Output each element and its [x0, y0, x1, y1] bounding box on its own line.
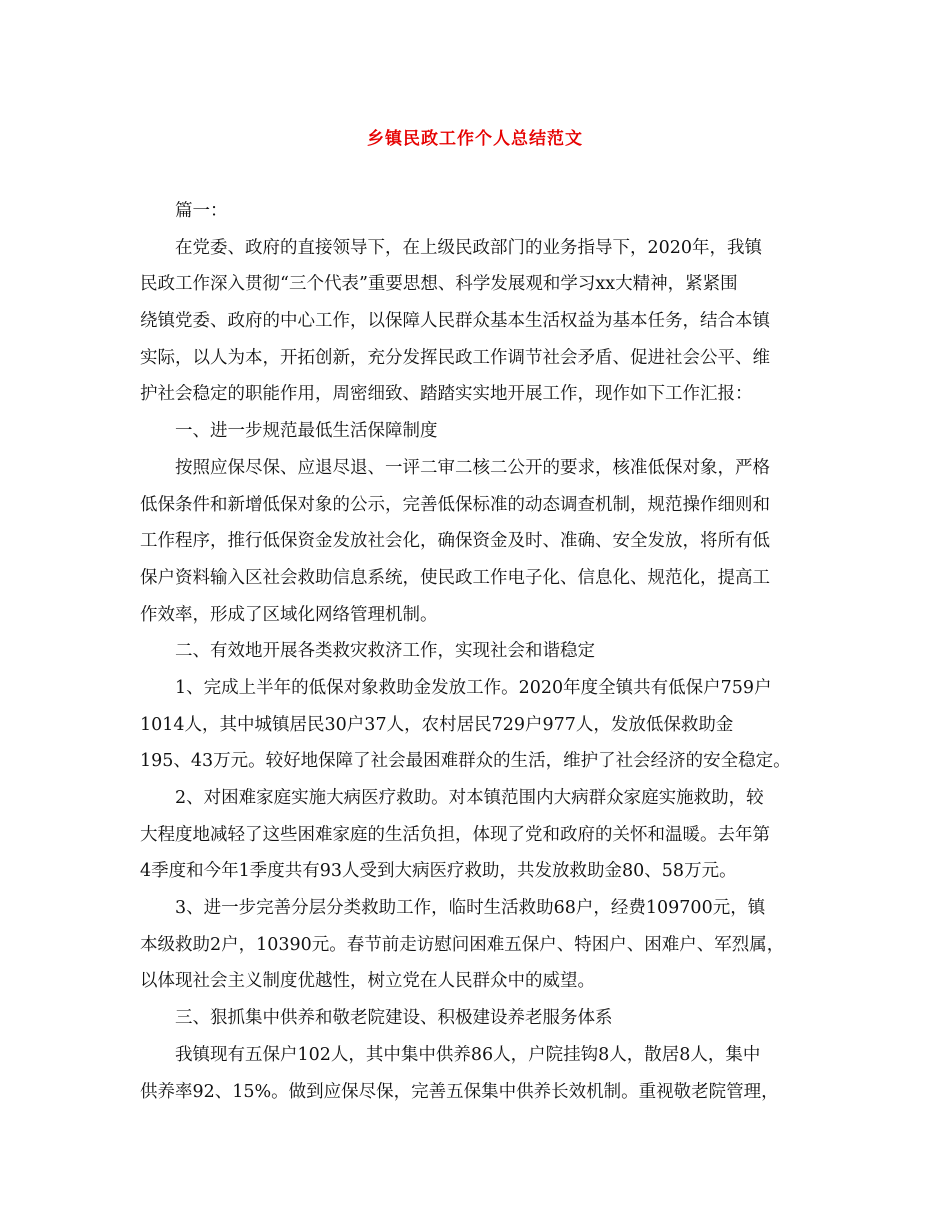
paragraph-line: 低保条件和新增低保对象的公示，完善低保标准的动态调查机制，规范操作细则和 — [140, 494, 770, 515]
paragraph-line: 1、完成上半年的低保对象救助金发放工作。2020年度全镇共有低保户759户 — [175, 677, 772, 698]
document-body — [140, 193, 812, 1110]
paragraph-line: 篇一： — [175, 201, 228, 221]
paragraph-line: 实际，以人为本，开拓创新，充分发挥民政工作调节社会矛盾、促进社会公平、维 — [140, 347, 770, 368]
paragraph-line: 一、进一步规范最低生活保障制度 — [175, 421, 438, 442]
paragraph-line: 在党委、政府的直接领导下，在上级民政部门的业务指导下，2020年，我镇 — [175, 237, 763, 258]
paragraph-line: 按照应保尽保、应退尽退、一评二审二核二公开的要求，核准低保对象，严格 — [175, 457, 770, 478]
paragraph-line: 以体现社会主义制度优越性，树立党在人民群众中的威望。 — [140, 971, 595, 992]
paragraph-line: 本级救助2户，10390元。春节前走访慰问困难五保户、特困户、困难户、军烈属， — [140, 934, 785, 955]
paragraph-line: 作效率，形成了区域化网络管理机制。 — [140, 604, 438, 625]
paragraph-line: 民政工作深入贯彻“三个代表”重要思想、科学发展观和学习xx大精神，紧紧围 — [140, 274, 738, 295]
paragraph-line: 3、进一步完善分层分类救助工作，临时生活救助68户，经费109700元，镇 — [175, 898, 766, 919]
paragraph-line: 二、有效地开展各类救灾救济工作，实现社会和谐稳定 — [175, 641, 595, 662]
paragraph-line: 保户资料输入区社会救助信息系统，使民政工作电子化、信息化、规范化，提高工 — [140, 567, 770, 588]
paragraph-line: 大程度地减轻了这些困难家庭的生活负担，体现了党和政府的关怀和温暖。去年第 — [140, 824, 770, 845]
paragraph-line: 供养率92、15%。做到应保尽保，完善五保集中供养长效机制。重视敬老院管理， — [140, 1081, 779, 1102]
paragraph-line: 195、43万元。较好地保障了社会最困难群众的生活，维护了社会经济的安全稳定。 — [140, 751, 791, 772]
paragraph-line: 我镇现有五保户102人，其中集中供养86人，户院挂钩8人，散居8人，集中 — [175, 1044, 761, 1065]
paragraph-line: 三、狠抓集中供养和敬老院建设、积极建设养老服务体系 — [175, 1008, 613, 1029]
document-title: 乡镇民政工作个人总结范文 — [367, 129, 583, 149]
paragraph-line: 绕镇党委、政府的中心工作，以保障人民群众基本生活权益为基本任务，结合本镇 — [140, 311, 770, 332]
paragraph-line: 1014人，其中城镇居民30户37人，农村居民729户977人，发放低保救助金 — [140, 714, 734, 735]
paragraph-line: 护社会稳定的职能作用，周密细致、踏踏实实地开展工作，现作如下工作汇报： — [140, 384, 753, 405]
paragraph-line: 2、对困难家庭实施大病医疗救助。对本镇范围内大病群众家庭实施救助，较 — [175, 788, 764, 808]
paragraph-line: 工作程序，推行低保资金发放社会化，确保资金及时、准确、安全发放，将所有低 — [140, 531, 770, 552]
paragraph-line: 4季度和今年1季度共有93人受到大病医疗救助，共发放救助金80、58万元。 — [140, 861, 737, 882]
